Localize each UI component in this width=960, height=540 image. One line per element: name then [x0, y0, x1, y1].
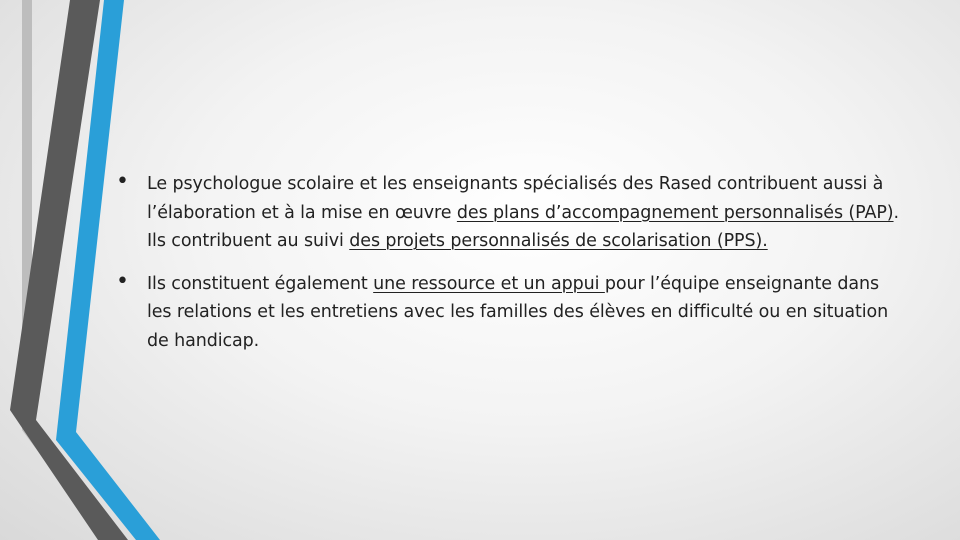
bullet-2-text-a: Ils constituent également: [147, 273, 374, 294]
bullet-2-underlined-ressource: une ressource et un appui: [373, 273, 605, 294]
bullet-1-underlined-pps: des projets personnalisés de scolarisation (PPS).: [349, 231, 768, 251]
bullet-1-text-b: . Ils contribuent au suivi: [147, 202, 900, 251]
bullet-1-text-a: Le psychologue scolaire et les enseignants spécialisés des Rased contribuent aussi à l’élaboration et à la mise en œuvre: [147, 174, 884, 223]
bullet-item-2: [116, 270, 906, 356]
slide-content: [116, 170, 906, 369]
bullet-item-1: [116, 170, 906, 256]
bullet-2-text-b: pour l’équipe enseignante dans les relations et les entretiens avec les familles des élèves en difficulté ou en situation de handicap.: [147, 273, 889, 351]
bullet-1-underlined-pap: des plans d’accompagnement personnalisés (PAP): [456, 202, 894, 223]
bullet-dot: •: [116, 169, 129, 194]
bullet-dot: •: [116, 268, 129, 294]
